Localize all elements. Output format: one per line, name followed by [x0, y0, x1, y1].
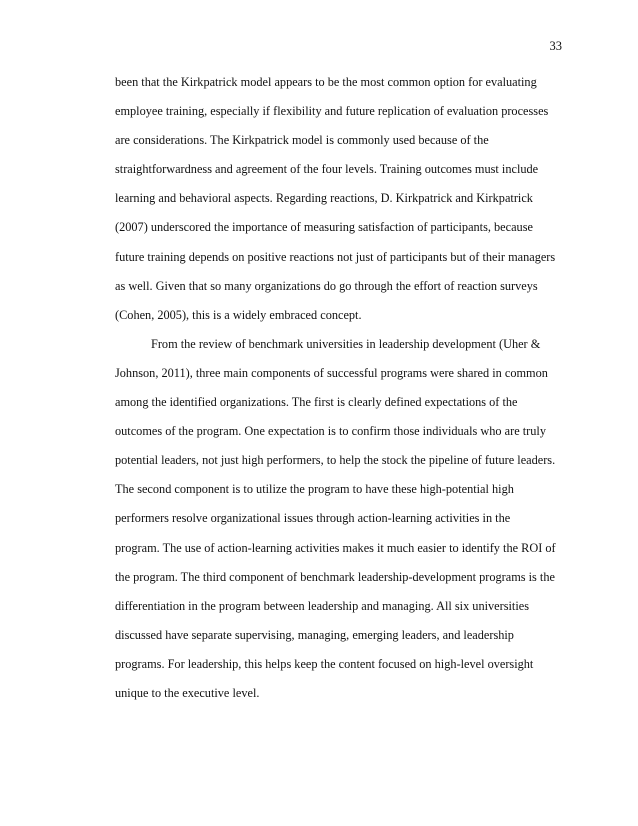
text-line: (Cohen, 2005), this is a widely embraced concept. — [115, 307, 362, 322]
text-line: potential leaders, not just high performers, to help the stock the pipeline of future leaders. — [115, 453, 556, 468]
text-line: straightforwardness and agreement of the four levels. Training outcomes must include — [115, 162, 539, 177]
text-line: program. The use of action-learning activities makes it much easier to identify the ROI of — [115, 540, 556, 555]
text-line: been that the Kirkpatrick model appears to be the most common option for evaluating — [115, 75, 537, 89]
text-line: learning and behavioral aspects. Regarding reactions, D. Kirkpatrick and Kirkpatrick — [115, 191, 533, 206]
text-line: employee training, especially if flexibility and future replication of evaluation processes — [115, 104, 549, 119]
text-line: outcomes of the program. One expectation is to confirm those individuals who are truly — [115, 424, 546, 439]
text-line: performers resolve organizational issues through action-learning activities in the — [115, 511, 511, 526]
body-text — [115, 68, 575, 708]
text-line: unique to the executive level. — [115, 685, 260, 700]
text-line: are considerations. The Kirkpatrick model is commonly used because of the — [115, 133, 489, 148]
text-line: differentiation in the program between leadership and managing. All six universities — [115, 598, 529, 613]
text-line-indented: From the review of benchmark universities in leadership development (Uher & — [151, 336, 541, 351]
page-number: 33 — [549, 39, 562, 53]
text-line: among the identified organizations. The first is clearly defined expectations of the — [115, 395, 518, 410]
text-line: Johnson, 2011), three main components of successful programs were shared in common — [115, 365, 548, 380]
text-line: (2007) underscored the importance of measuring satisfaction of participants, because — [115, 220, 533, 235]
text-line: the program. The third component of benchmark leadership-development programs is the — [115, 569, 555, 584]
text-line: programs. For leadership, this helps keep the content focused on high-level oversight — [115, 656, 534, 671]
text-line: as well. Given that so many organizations do go through the effort of reaction surveys — [115, 278, 538, 293]
text-line: future training depends on positive reactions not just of participants but of their managers — [115, 249, 556, 264]
text-line: discussed have separate supervising, managing, emerging leaders, and leadership — [115, 627, 514, 642]
text-line: The second component is to utilize the program to have these high-potential high — [115, 482, 514, 497]
